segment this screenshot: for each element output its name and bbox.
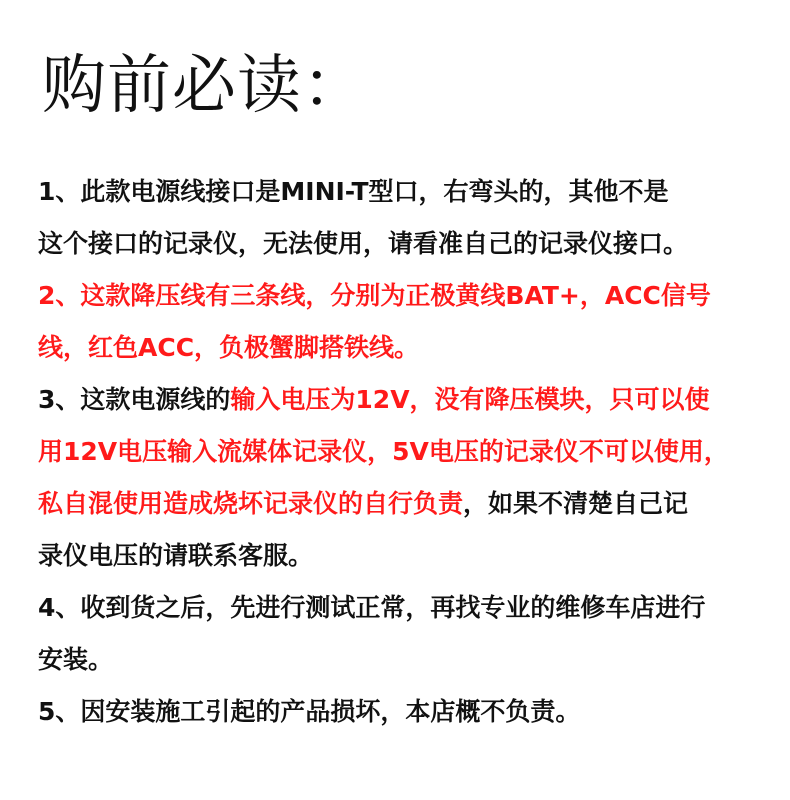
notice-line [38,530,778,582]
notice-item-2 [38,270,778,374]
notice-text-highlight: 用12V电压输入流媒体记录仪，5V电压的记录仪不可以使用， [38,437,729,466]
notice-text: 5、因安装施工引起的产品损坏，本店概不负责。 [38,697,581,726]
notice-text-highlight: 输入电压为12V，没有降压模块，只可以使 [230,385,710,414]
notice-list [38,166,778,738]
notice-line [38,270,778,322]
notice-item-3 [38,374,778,582]
notice-line [38,218,778,270]
notice-line [38,634,778,686]
notice-line [38,166,778,218]
notice-text-highlight: 线，红色ACC，负极蟹脚搭铁线。 [38,333,420,362]
notice-line [38,322,778,374]
notice-text: ，如果不清楚自己记 [463,489,689,518]
notice-item-4 [38,582,778,686]
notice-line [38,426,778,478]
page-title: 购前必读： [42,49,367,123]
notice-text: 安装。 [38,645,114,674]
notice-text: 4、收到货之后，先进行测试正常，再找专业的维修车店进行 [38,593,706,622]
notice-line [38,582,778,634]
notice-text-highlight: 私自混使用造成烧坏记录仪的自行负责 [38,489,464,518]
notice-text: 1、此款电源线接口是MINI-T型口，右弯头的，其他不是 [38,177,669,206]
notice-item-5 [38,686,778,738]
notice-line [38,686,778,738]
notice-text: 3、这款电源线的 [38,385,231,414]
notice-line [38,374,778,426]
notice-text: 这个接口的记录仪，无法使用，请看准自己的记录仪接口。 [38,229,689,258]
notice-text-highlight: 2、这款降压线有三条线，分别为正极黄线BAT+，ACC信号 [38,281,711,310]
notice-item-1 [38,166,778,270]
notice-text: 录仪电压的请联系客服。 [38,541,314,570]
notice-line [38,478,778,530]
